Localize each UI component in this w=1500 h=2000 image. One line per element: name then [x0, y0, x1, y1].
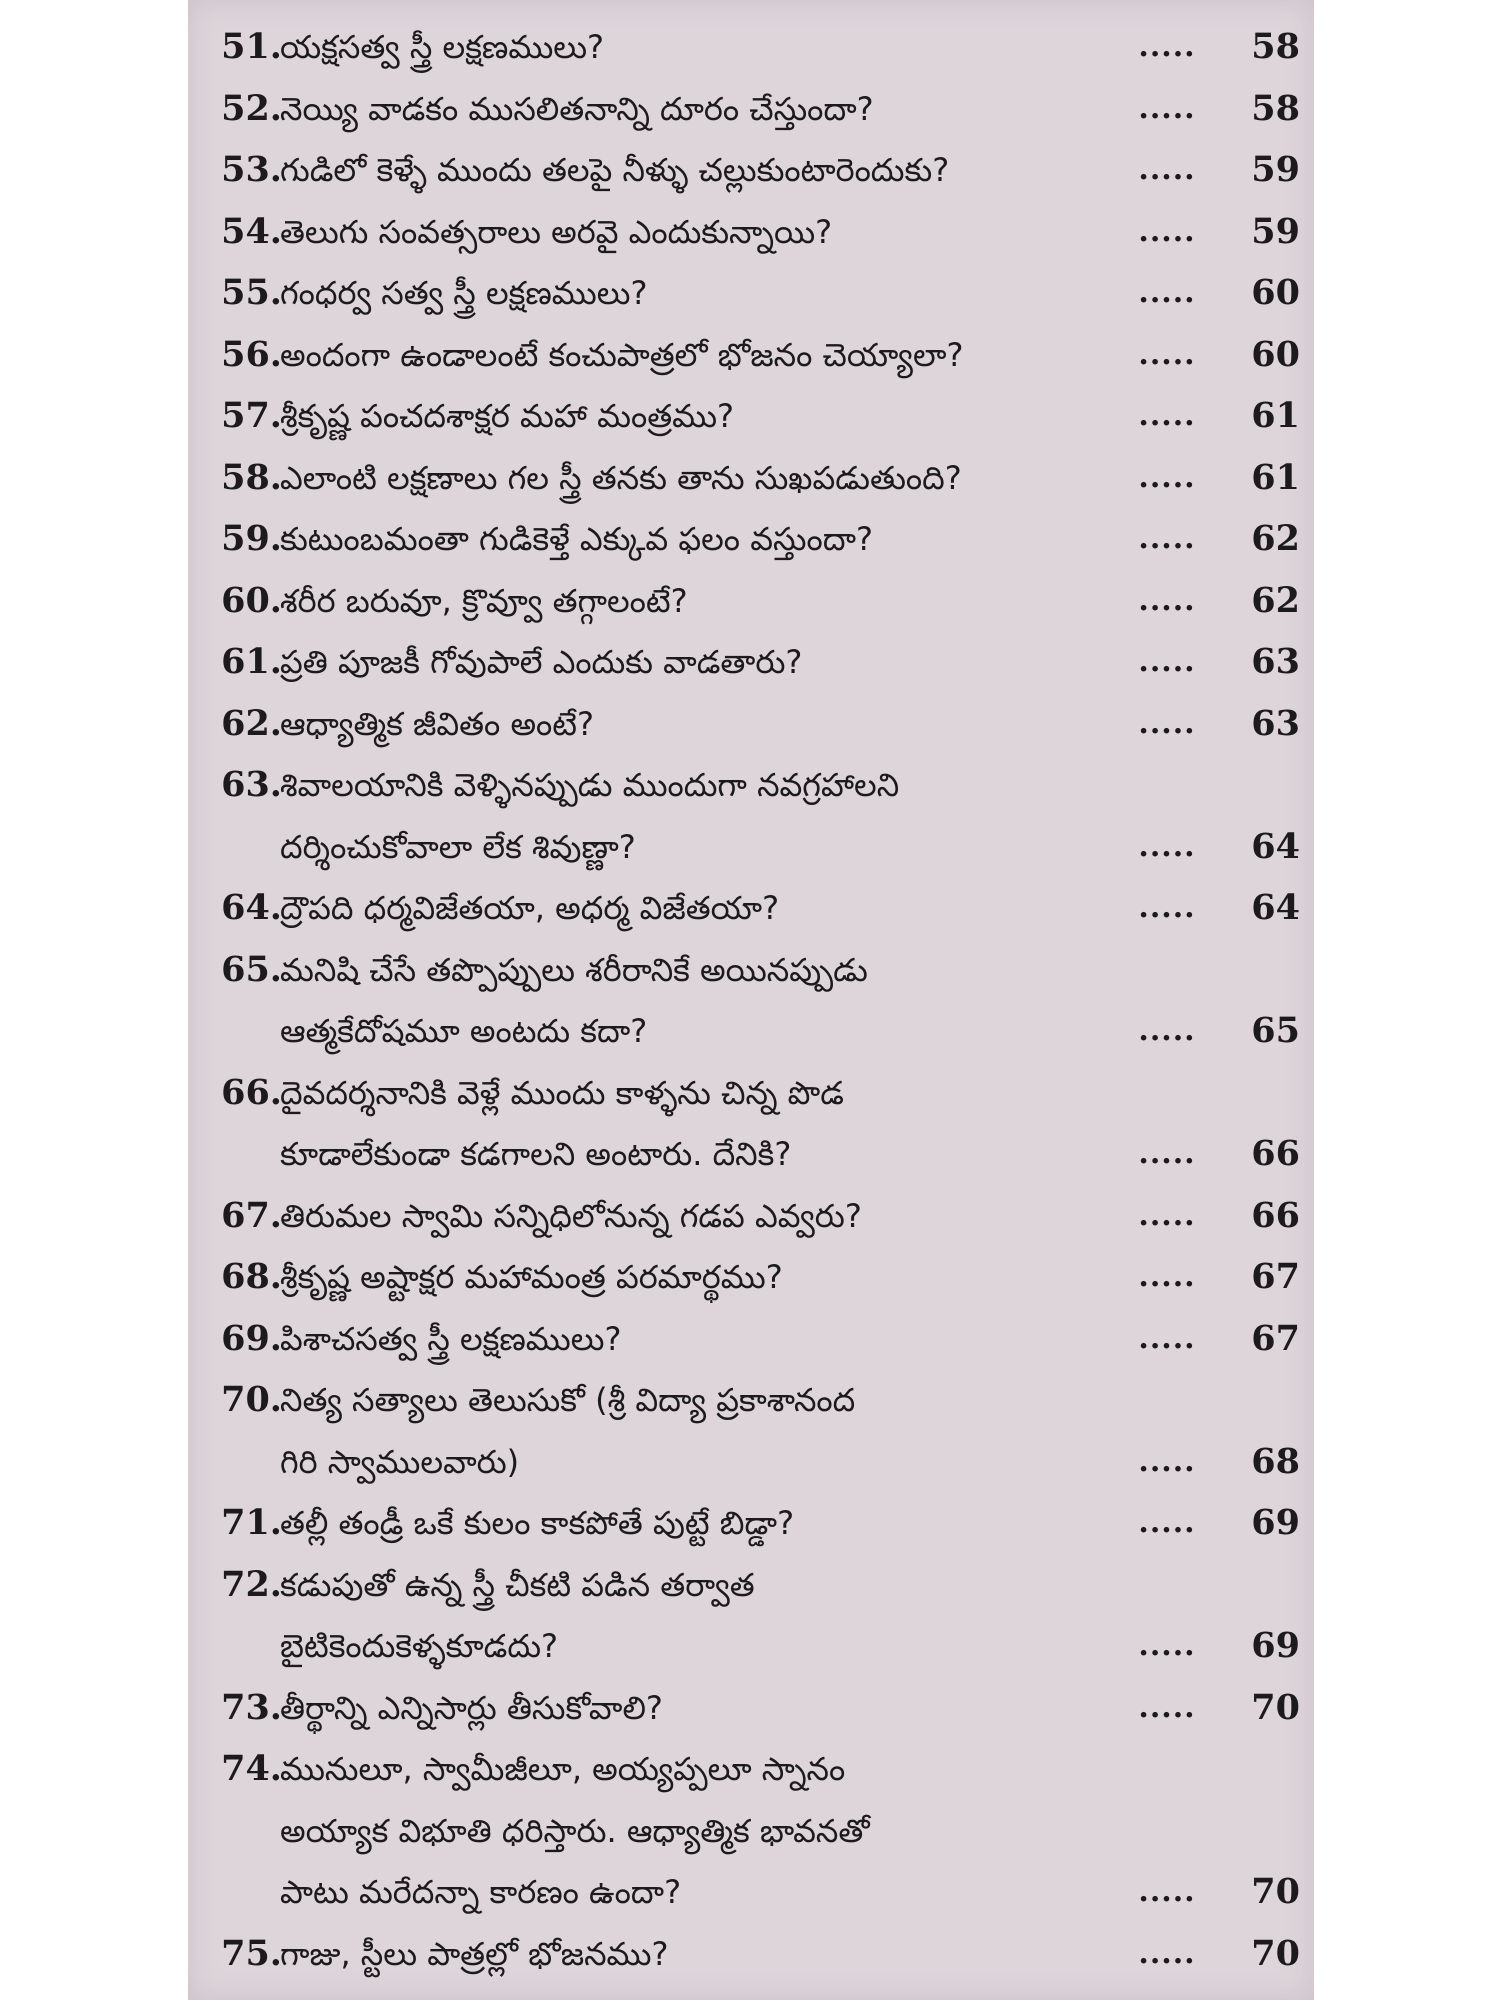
dot-leader: ..... [1138, 1136, 1196, 1171]
page-number: 67 [1251, 1256, 1300, 1297]
entry-number: 72. [221, 1563, 282, 1605]
dot-leader: ..... [1138, 213, 1196, 249]
toc-entry [188, 1308, 1314, 1370]
page-number: 61 [1251, 456, 1300, 498]
dot-leader: ..... [1138, 521, 1196, 556]
entry-title-line: శ్రీకృష్ణ అష్టాక్షర మహామంత్ర పరమార్థము? [280, 1258, 783, 1296]
entry-title-line: గాజు, స్టీలు పాత్రల్లో భోజనము? [280, 1934, 669, 1973]
entry-number: 55. [221, 272, 282, 313]
entry-title-line: గంధర్వ సత్వ స్త్రీ లక్షణములు? [280, 274, 648, 312]
page-number: 67 [1251, 1317, 1300, 1359]
entry-title-line: కూడాలేకుండా కడగాలని అంటారు. దేనికి? [280, 1135, 792, 1173]
entry-number: 68. [221, 1256, 282, 1297]
entry-number: 74. [221, 1748, 282, 1789]
entry-title-line: ఎలాంటి లక్షణాలు గల స్త్రీ తనకు తాను సుఖపడుతుంది? [280, 458, 962, 497]
entry-title-line: శివాలయానికి వెళ్ళినప్పుడు ముందుగా నవగ్రహాలని [280, 766, 900, 804]
entry-number: 71. [221, 1502, 282, 1543]
page-number: 64 [1251, 825, 1300, 867]
dot-leader: ..... [1138, 644, 1196, 679]
entry-number: 52. [221, 87, 282, 129]
entry-title-line: శ్రీకృష్ణ పంచదశాక్షర మహా మంత్రము? [280, 397, 735, 435]
dot-leader: ..... [1138, 582, 1196, 618]
entry-title-line: అందంగా ఉండాలంటే కంచుపాత్రలో భోజనం చెయ్యాలా? [280, 335, 964, 374]
entry-title-line: గుడిలో కెళ్ళే ముందు తలపై నీళ్ళు చల్లుకుంటారెందుకు? [280, 151, 950, 189]
entry-title-line: ఆధ్యాత్మిక జీవితం అంటే? [280, 704, 594, 743]
toc-entry [188, 631, 1314, 693]
page-number: 70 [1251, 1871, 1300, 1912]
entry-title-line: అయ్యాక విభూతి ధరిస్తారు. ఆధ్యాత్మిక భావనతో [280, 1811, 870, 1850]
toc-entry [188, 385, 1314, 447]
entry-number: 62. [221, 702, 282, 744]
toc-entry [188, 16, 1314, 78]
page-number: 65 [1251, 1010, 1300, 1051]
dot-leader: ..... [1138, 1935, 1196, 1971]
page-number: 60 [1251, 333, 1300, 375]
entry-title-line: తిరుమల స్వామి సన్నిధిలోనున్న గడప ఎవ్వరు? [280, 1196, 862, 1235]
page-number: 62 [1251, 579, 1300, 621]
entry-number: 54. [221, 210, 282, 252]
entry-number: 73. [221, 1686, 282, 1728]
page-number: 63 [1251, 702, 1300, 744]
toc-entry [188, 570, 1314, 632]
entry-title-line: తల్లీ తండ్రీ ఒకే కులం కాకపోతే పుట్టే బిడ్డా? [280, 1504, 795, 1542]
page-number: 70 [1251, 1686, 1300, 1728]
page-number: 60 [1251, 272, 1300, 313]
entry-title-line: బైటికెందుకెళ్ళకూడదు? [280, 1627, 559, 1665]
entry-number: 75. [221, 1932, 282, 1974]
toc-entry [188, 1062, 1314, 1185]
dot-leader: ..... [1138, 275, 1196, 310]
entry-title-line: గిరి స్వాములవారు) [280, 1442, 520, 1481]
page-number: 64 [1251, 887, 1300, 928]
entry-title-line: యక్షసత్వ స్త్రీ లక్షణములు? [280, 28, 605, 66]
dot-leader: ..... [1138, 1689, 1196, 1725]
page-number: 61 [1251, 395, 1300, 436]
entry-title-line: ప్రతి పూజకీ గోవుపాలే ఎందుకు వాడతారు? [280, 643, 803, 681]
page-number: 58 [1251, 26, 1300, 67]
toc-entry [188, 262, 1314, 324]
page-number: 69 [1251, 1625, 1300, 1666]
dot-leader: ..... [1138, 1197, 1196, 1233]
page-number: 63 [1251, 641, 1300, 682]
page-number: 59 [1251, 210, 1300, 252]
dot-leader: ..... [1138, 29, 1196, 64]
dot-leader: ..... [1138, 1874, 1196, 1909]
toc-entry [188, 1185, 1314, 1247]
dot-leader: ..... [1138, 1628, 1196, 1663]
entry-title-line: తెలుగు సంవత్సరాలు అరవై ఎందుకున్నాయి? [280, 212, 833, 251]
entry-title-line: ద్రౌపది ధర్మవిజేతయా, అధర్మ విజేతయా? [280, 889, 780, 927]
entry-title-line: మునులూ, స్వామీజీలూ, అయ్యప్పలూ స్నానం [280, 1750, 846, 1788]
entry-number: 69. [221, 1317, 282, 1359]
page-number: 59 [1251, 149, 1300, 190]
toc-entry [188, 1554, 1314, 1677]
dot-leader: ..... [1138, 1443, 1196, 1479]
toc-entry [188, 939, 1314, 1062]
entry-number: 70. [221, 1379, 282, 1420]
entry-title-line: కుటుంబమంతా గుడికెళ్తే ఎక్కువ ఫలం వస్తుందా? [280, 520, 873, 558]
entry-title-line: పిశాచసత్వ స్త్రీ లక్షణములు? [280, 1319, 622, 1358]
entry-number: 64. [221, 887, 282, 928]
dot-leader: ..... [1138, 1320, 1196, 1356]
entry-title-line: ఆత్మకేదోషమూ అంటదు కదా? [280, 1012, 648, 1050]
entry-number: 56. [221, 333, 282, 375]
dot-leader: ..... [1138, 1505, 1196, 1540]
dot-leader: ..... [1138, 398, 1196, 433]
dot-leader: ..... [1138, 705, 1196, 741]
toc-entry [188, 1369, 1314, 1492]
entry-number: 58. [221, 456, 282, 498]
page-number: 58 [1251, 87, 1300, 129]
dot-leader: ..... [1138, 828, 1196, 864]
entry-title-line: నిత్య సత్యాలు తెలుసుకో (శ్రీ విద్యా ప్రకాశానంద [280, 1381, 856, 1419]
entry-title-line: శరీర బరువూ, క్రొవ్వూ తగ్గాలంటే? [280, 581, 688, 620]
toc-entry [188, 693, 1314, 755]
entry-title-line: మనిషి చేసే తప్పొప్పులు శరీరానికే అయినప్పుడు [280, 950, 868, 989]
page-number: 68 [1251, 1440, 1300, 1482]
entry-number: 61. [221, 641, 282, 682]
page-number: 66 [1251, 1194, 1300, 1236]
entry-number: 53. [221, 149, 282, 190]
entry-title-line: పాటు మరేదన్నా కారణం ఉందా? [280, 1873, 682, 1911]
dot-leader: ..... [1138, 152, 1196, 187]
toc-entry [188, 324, 1314, 386]
entry-title-line: దర్శించుకోవాలా లేక శివుణ్ణా? [280, 827, 636, 866]
toc-entry [188, 139, 1314, 201]
entry-title-line: తీర్థాన్ని ఎన్నిసార్లు తీసుకోవాలి? [280, 1688, 663, 1727]
entry-number: 57. [221, 395, 282, 436]
entry-number: 51. [221, 26, 282, 67]
entry-number: 66. [221, 1071, 282, 1113]
entry-number: 65. [221, 948, 282, 990]
dot-leader: ..... [1138, 90, 1196, 126]
toc-entry [188, 877, 1314, 939]
book-page [188, 0, 1314, 2000]
toc-entry [188, 1738, 1314, 1923]
toc-entry [188, 1677, 1314, 1739]
entry-number: 59. [221, 518, 282, 559]
entry-number: 60. [221, 579, 282, 621]
entry-title-line: దైవదర్శనానికి వెళ్లే ముందు కాళ్ళను చిన్న పొడ [280, 1073, 844, 1112]
entry-number: 63. [221, 764, 282, 805]
entry-number: 67. [221, 1194, 282, 1236]
toc-entry [188, 447, 1314, 509]
dot-leader: ..... [1138, 1259, 1196, 1294]
toc-entry [188, 1246, 1314, 1308]
page-number: 70 [1251, 1932, 1300, 1974]
toc-entry [188, 754, 1314, 877]
toc-entry [188, 1492, 1314, 1554]
page-number: 66 [1251, 1133, 1300, 1174]
dot-leader: ..... [1138, 336, 1196, 372]
toc-entry [188, 1923, 1314, 1985]
toc-entry [188, 508, 1314, 570]
page-number: 69 [1251, 1502, 1300, 1543]
toc-entry [188, 201, 1314, 263]
dot-leader: ..... [1138, 459, 1196, 495]
entry-title-line: నెయ్యి వాడకం ముసలితనాన్ని దూరం చేస్తుందా? [280, 89, 874, 128]
dot-leader: ..... [1138, 1013, 1196, 1048]
table-of-contents [188, 0, 1314, 2000]
dot-leader: ..... [1138, 890, 1196, 925]
entry-title-line: కడుపుతో ఉన్న స్త్రీ చీకటి పడిన తర్వాత [280, 1565, 755, 1604]
toc-entry [188, 78, 1314, 140]
page-number: 62 [1251, 518, 1300, 559]
